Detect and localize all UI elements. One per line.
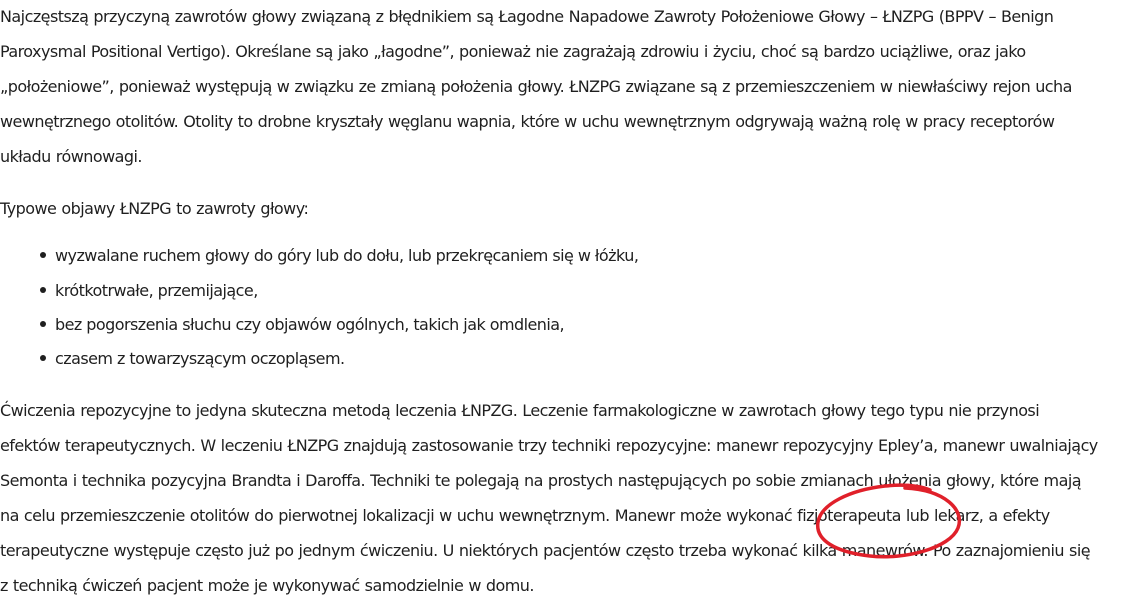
paragraph-1-line-2: Paroxysmal Positional Vertigo). Określane są jako „łagodne”, ponieważ nie zagrażają zdrowiu i życiu, choć są bardzo uciążliwe, oraz jako [0,42,1026,61]
paragraph-3-line-2: efektów terapeutycznych. W leczeniu ŁNZPG znajdują zastosowanie trzy techniki repozycyjne: manewr repozycyjny Epley’a, manewr uwalniający [0,436,1098,455]
paragraph-1-line-5: układu równowagi. [0,147,142,166]
paragraph-3-line-6: z techniką ćwiczeń pacjent może je wykonywać samodzielnie w domu. [0,576,534,595]
bullet-icon [40,287,46,293]
paragraph-2: Typowe objawy ŁNZPG to zawroty głowy: [0,199,309,218]
list-item-text: bez pogorszenia słuchu czy objawów ogólnych, takich jak omdlenia, [55,315,565,334]
bullet-icon [40,355,46,361]
bullet-icon [40,321,46,327]
paragraph-3-line-1: Ćwiczenia repozycyjne to jedyna skuteczna metodą leczenia ŁNPZG. Leczenie farmakologiczne w zawrotach głowy tego typu nie przynosi [0,401,1040,420]
paragraph-1-line-4: wewnętrznego otolitów. Otolity to drobne kryształy węglanu wapnia, które w uchu wewnętrznym odgrywają ważną rolę w pracy receptorów [0,112,1055,131]
paragraph-3-line-3: Semonta i technika pozycyjna Brandta i Daroffa. Techniki te polegają na prostych następujących po sobie zmianach ułożenia głowy, które mają [0,471,1081,490]
list-item [40,348,345,370]
paragraph-3-line-4: na celu przemieszczenie otolitów do pierwotnej lokalizacji w uchu wewnętrznym. Manewr może wykonać fizjoterapeuta lub lekarz, a efekty [0,506,1050,525]
paragraph-1-line-3: „położeniowe”, ponieważ występują w związku ze zmianą położenia głowy. ŁNZPG związane są z przemieszczeniem w niewłaściwy rejon ucha [0,77,1072,96]
list-item-text: czasem z towarzyszącym oczopląsem. [55,349,345,368]
bullet-icon [40,252,46,258]
list-item-text: krótkotrwałe, przemijające, [55,281,258,300]
paragraph-3-line-5: terapeutyczne występuje często już po jednym ćwiczeniu. U niektórych pacjentów często trzeba wykonać kilka manewrów. Po zaznajomieniu się [0,541,1091,560]
list-item [40,245,638,267]
list-item [40,280,258,302]
list-item [40,314,564,336]
list-item-text: wyzwalane ruchem głowy do góry lub do dołu, lub przekręcaniem się w łóżku, [55,246,639,265]
paragraph-1-line-1: Najczęstszą przyczyną zawrotów głowy związaną z błędnikiem są Łagodne Napadowe Zawroty Położeniowe Głowy – ŁNZPG (BPPV – Benign [0,7,1054,26]
